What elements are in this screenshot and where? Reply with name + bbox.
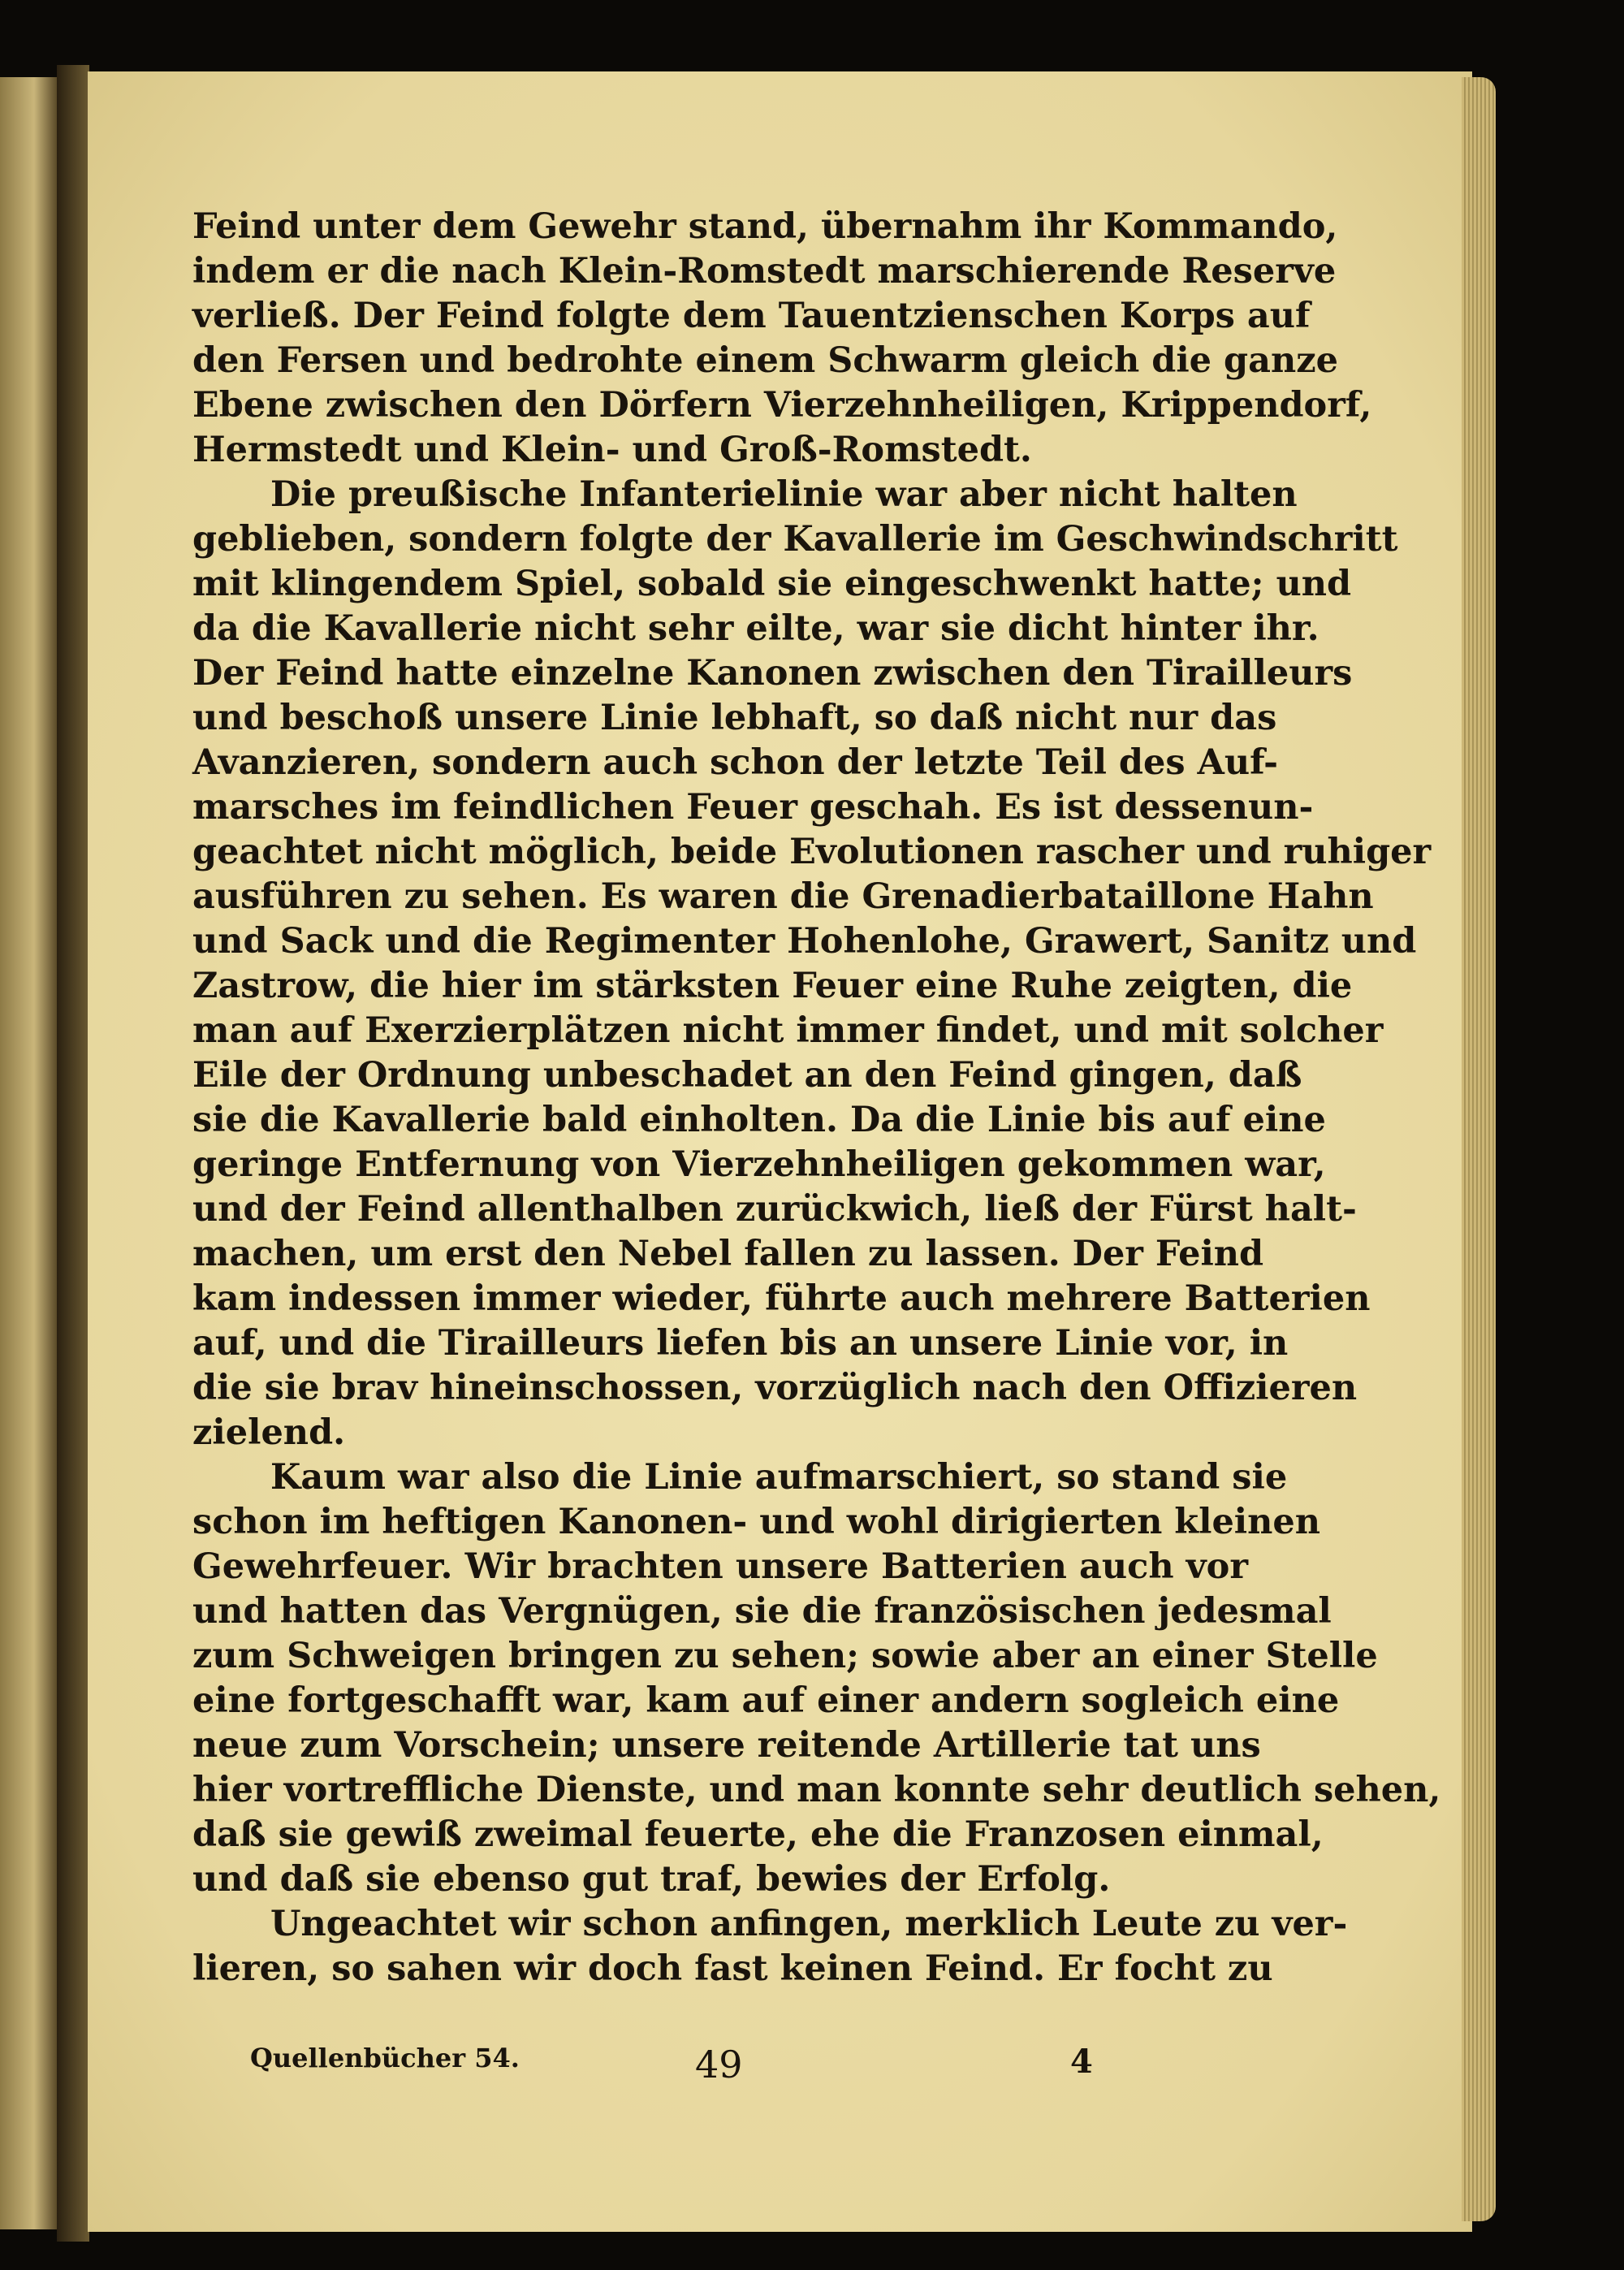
text-line: Die preußische Infanterielinie war aber nicht halten <box>270 474 1298 515</box>
text-line: daß sie gewiß zweimal feuerte, ehe die Franzosen einmal, <box>192 1814 1324 1855</box>
text-line: da die Kavallerie nicht sehr eilte, war sie dicht hinter ihr. <box>192 608 1320 649</box>
text-line: Ebene zwischen den Dörfern Vierzehnheiligen, Krippendorf, <box>192 385 1372 426</box>
text-line: Hermstedt und Klein- und Groß-Romstedt. <box>192 430 1032 470</box>
text-line: verließ. Der Feind folgte dem Tauentzienschen Korps auf <box>192 296 1311 336</box>
text-line: die sie brav hineinschossen, vorzüglich nach den Offizieren <box>192 1368 1358 1408</box>
text-line: machen, um erst den Nebel fallen zu lassen. Der Feind <box>192 1234 1264 1274</box>
text-line: und der Feind allenthalben zurückwich, ließ der Fürst halt- <box>192 1189 1357 1230</box>
text-line: Gewehrfeuer. Wir brachten unsere Batterien auch vor <box>192 1546 1248 1587</box>
text-line: Eile der Ordnung unbeschadet an den Feind gingen, daß <box>192 1055 1302 1096</box>
text-line: mit klingendem Spiel, sobald sie eingeschwenkt hatte; und <box>192 564 1352 604</box>
page-number: 49 <box>695 2043 743 2086</box>
previous-page-edge <box>0 77 57 2229</box>
text-line: den Fersen und bedrohte einem Schwarm gleich die ganze <box>192 340 1338 381</box>
text-line: und beschoß unsere Linie lebhaft, so daß nicht nur das <box>192 698 1277 738</box>
text-line: eine fortgeschafft war, kam auf einer andern sogleich eine <box>192 1680 1340 1721</box>
page-stack-edge <box>1462 77 1496 2221</box>
text-line: lieren, so sahen wir doch fast keinen Feind. Er focht zu <box>192 1948 1273 1989</box>
text-line: neue zum Vorschein; unsere reitende Artillerie tat uns <box>192 1725 1261 1766</box>
text-line: geblieben, sondern folgte der Kavallerie im Geschwindschritt <box>192 519 1398 560</box>
text-line: sie die Kavallerie bald einholten. Da die Linie bis auf eine <box>192 1100 1326 1140</box>
text-line: indem er die nach Klein-Romstedt marschierende Reserve <box>192 251 1337 292</box>
text-line: geringe Entfernung von Vierzehnheiligen gekommen war, <box>192 1144 1326 1185</box>
book-gutter <box>57 65 89 2242</box>
text-line: Der Feind hatte einzelne Kanonen zwischen den Tirailleurs <box>192 653 1353 694</box>
text-line: zum Schweigen bringen zu sehen; sowie aber an einer Stelle <box>192 1636 1378 1676</box>
text-line: Avanzieren, sondern auch schon der letzte Teil des Auf- <box>192 742 1278 783</box>
text-line: Feind unter dem Gewehr stand, übernahm ihr Kommando, <box>192 206 1338 247</box>
text-line: und Sack und die Regimenter Hohenlohe, Grawert, Sanitz und <box>192 921 1417 962</box>
text-line: und hatten das Vergnügen, sie die französischen jedesmal <box>192 1591 1332 1632</box>
text-line: man auf Exerzierplätzen nicht immer findet, und mit solcher <box>192 1010 1384 1051</box>
signature-mark: 4 <box>1070 2043 1093 2081</box>
text-line: geachtet nicht möglich, beide Evolutionen rascher und ruhiger <box>192 832 1432 872</box>
text-line: marsches im feindlichen Feuer geschah. Es ist dessenun- <box>192 787 1314 828</box>
text-line: Kaum war also die Linie aufmarschiert, so stand sie <box>270 1457 1288 1498</box>
text-line: hier vortreffliche Dienste, und man konnte sehr deutlich sehen, <box>192 1770 1441 1810</box>
text-line: ausführen zu sehen. Es waren die Grenadierbataillone Hahn <box>192 876 1374 917</box>
series-title: Quellenbücher 54. <box>250 2043 520 2073</box>
text-line: kam indessen immer wieder, führte auch mehrere Batterien <box>192 1278 1371 1319</box>
text-line: Ungeachtet wir schon anfingen, merklich Leute zu ver- <box>270 1904 1348 1944</box>
text-line: auf, und die Tirailleurs liefen bis an unsere Linie vor, in <box>192 1323 1289 1364</box>
text-line: und daß sie ebenso gut traf, bewies der Erfolg. <box>192 1859 1111 1900</box>
body-text <box>192 205 1441 1991</box>
text-line: schon im heftigen Kanonen- und wohl dirigierten kleinen <box>192 1502 1321 1542</box>
text-line: Zastrow, die hier im stärksten Feuer eine Ruhe zeigten, die <box>192 966 1353 1006</box>
text-line: zielend. <box>192 1412 346 1453</box>
